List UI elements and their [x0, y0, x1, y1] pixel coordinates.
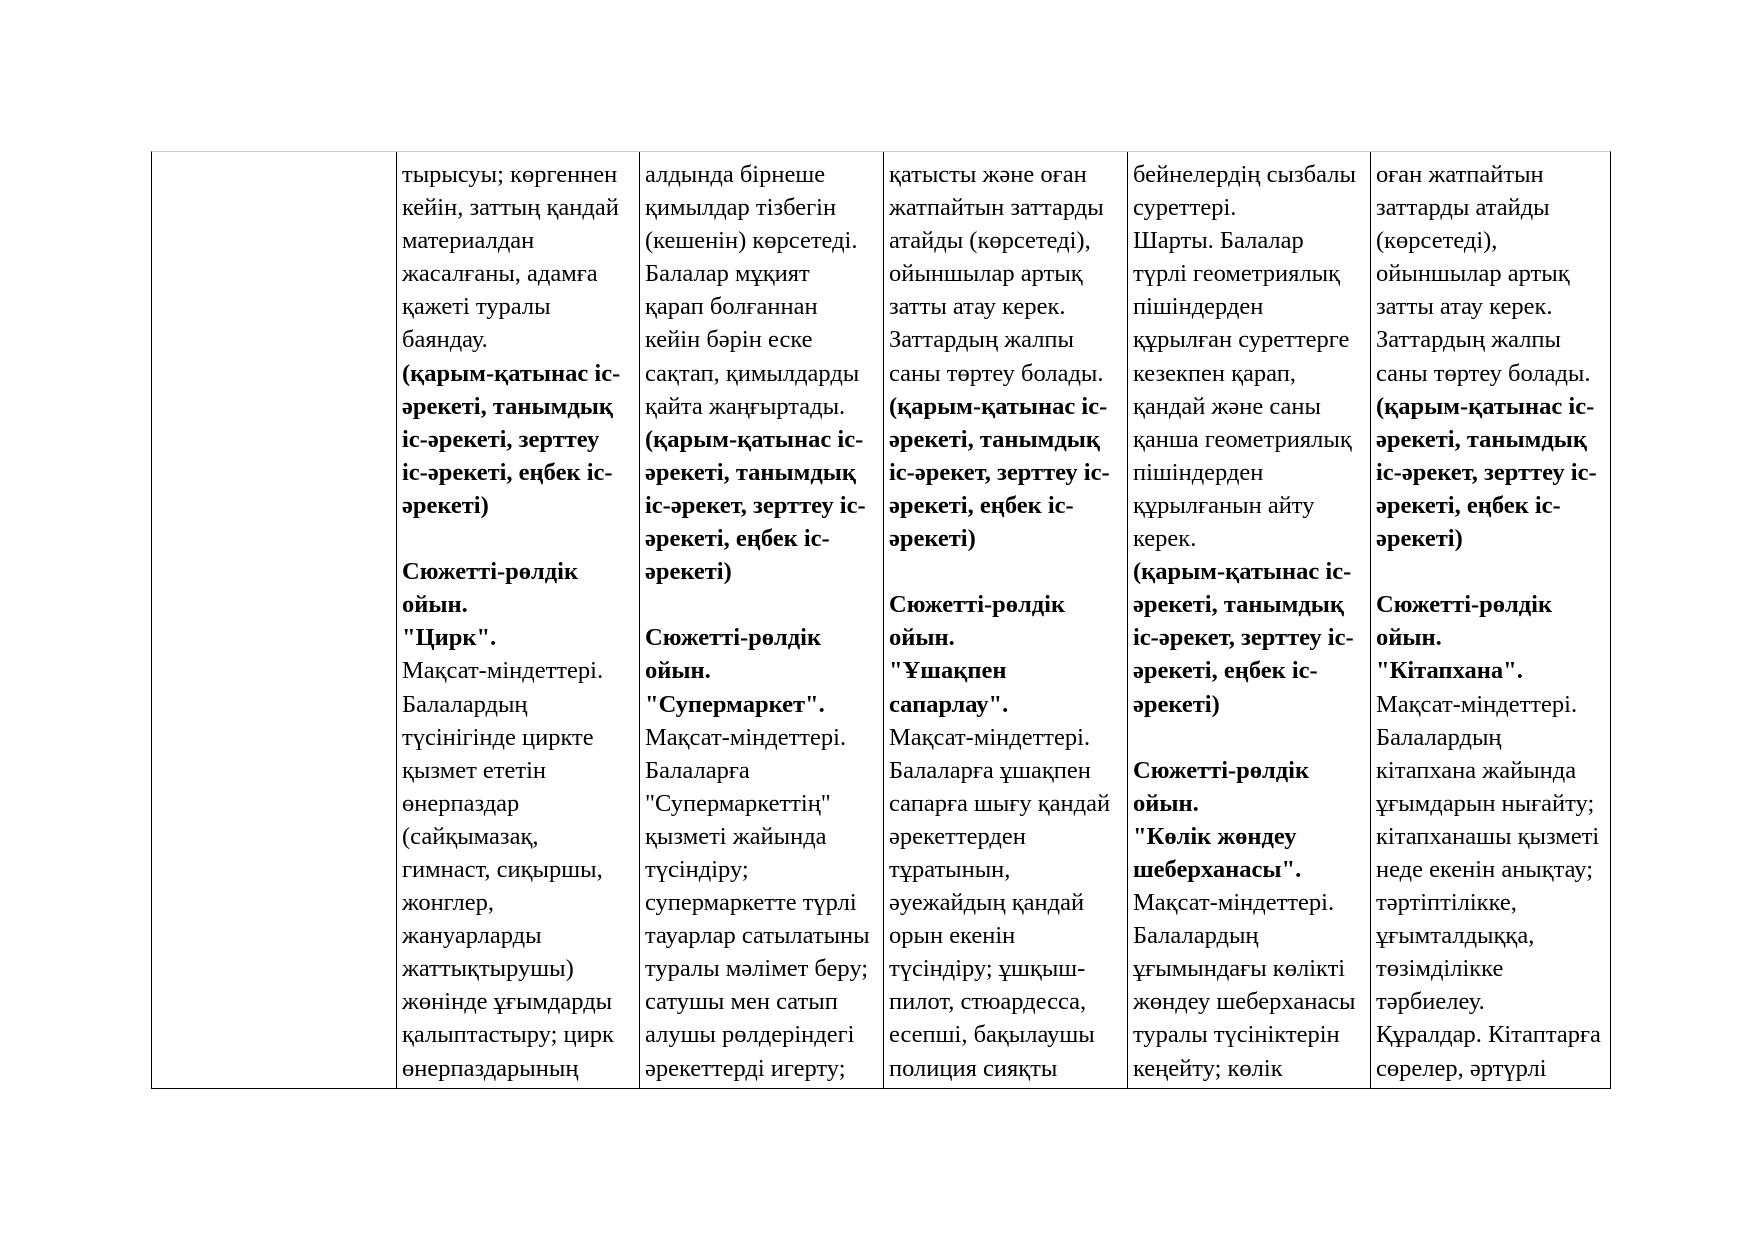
cell-line: қатысты және оған: [889, 161, 1087, 188]
cell-line-bold: әрекеті): [402, 491, 489, 519]
cell-line: полиция сияқты: [889, 1054, 1058, 1082]
cell-line-bold: әрекеті, танымдық: [402, 392, 614, 420]
cell-line: туралы мәлімет беру;: [645, 955, 869, 983]
schedule-table: [151, 151, 1611, 1089]
cell-line: [1376, 555, 1610, 588]
cell-line: баяндау.: [402, 326, 488, 354]
cell-line: сапарға шығу қандай: [889, 789, 1111, 817]
table-cell-col-1: [396, 152, 639, 1088]
cell-line: жөндеу шеберханасы: [1133, 988, 1356, 1016]
cell-line: сақтап, қимылдарды: [645, 359, 860, 387]
cell-line: алдында бірнеше: [645, 161, 826, 188]
cell-line: жонглер,: [402, 889, 494, 917]
cell-line: атайды (көрсетеді),: [889, 227, 1091, 255]
cell-line: Балалардың: [402, 690, 528, 718]
cell-line: ойыншылар артық: [889, 260, 1083, 288]
cell-line: супермаркетте түрлі: [645, 889, 857, 917]
cell-line: Мақсат-міндеттері.: [645, 723, 847, 751]
cell-line-bold: "Кітапхана".: [1376, 657, 1523, 685]
cell-line: суреттері.: [1133, 194, 1237, 222]
cell-line-bold: шеберханасы".: [1133, 855, 1302, 883]
cell-line-bold: ойын.: [889, 624, 955, 652]
cell-line: кеңейту; көлік: [1133, 1054, 1283, 1082]
cell-line-bold: (қарым-қатынас іс-: [889, 392, 1108, 420]
cell-line: саны төртеу болады.: [1376, 359, 1591, 387]
cell-line: жөнінде ұғымдарды: [402, 988, 613, 1016]
cell-line: кітапханашы қызметі: [1376, 822, 1600, 850]
cell-line-bold: "Ұшақпен: [889, 657, 1007, 685]
cell-line: пішіндерден: [1133, 293, 1264, 321]
cell-line-bold: Сюжетті-рөлдік: [645, 624, 822, 652]
cell-line: кейін, заттың қандай: [402, 194, 619, 222]
cell-line: Балалардың: [1133, 922, 1259, 950]
cell-line-bold: Сюжетті-рөлдік: [1376, 591, 1553, 619]
cell-line: алушы рөлдеріндегі: [645, 1021, 855, 1049]
cell-line: жасалғаны, адамға: [402, 260, 598, 288]
cell-line: әрекеттерден: [889, 822, 1026, 850]
cell-line-bold: (қарым-қатынас іс-: [1133, 558, 1352, 586]
cell-line-bold: "Цирк".: [402, 624, 497, 652]
cell-line: [645, 588, 883, 621]
cell-line: Шарты. Балалар: [1133, 227, 1304, 255]
cell-line-bold: Сюжетті-рөлдік: [889, 591, 1066, 619]
cell-line: қандай және саны: [1133, 392, 1321, 420]
cell-line: Мақсат-міндеттері.: [1376, 690, 1578, 718]
cell-line: тұратынын,: [889, 855, 1011, 883]
table-cell-col-4: [1127, 152, 1370, 1088]
cell-line-bold: (қарым-қатынас іс-: [1376, 392, 1595, 420]
cell-line: жатпайтын заттарды: [889, 194, 1104, 222]
cell-line: пішіндерден: [1133, 458, 1264, 486]
cell-line: қимылдар тізбегін: [645, 194, 837, 222]
cell-line: (көрсетеді),: [1376, 227, 1498, 255]
cell-line: қызметі жайында: [645, 822, 827, 850]
cell-line: төзімділікке: [1376, 955, 1504, 983]
cell-line: қалыптастыру; цирк: [402, 1021, 614, 1049]
cell-line-bold: (қарым-қатынас іс-: [645, 425, 864, 453]
cell-line: ойыншылар артық: [1376, 260, 1570, 288]
cell-line: Мақсат-міндеттері.: [889, 723, 1091, 751]
cell-line: түсіндіру; ұшқыш-: [889, 955, 1086, 983]
cell-line: есепші, бақылаушы: [889, 1021, 1095, 1049]
cell-line: ұғымындағы көлікті: [1133, 955, 1346, 983]
cell-line: қарап болғаннан: [645, 293, 818, 321]
cell-line-bold: сапарлау".: [889, 690, 1009, 718]
cell-line: саны төртеу болады.: [889, 359, 1104, 387]
cell-line-bold: әрекеті, еңбек іс-: [889, 491, 1074, 519]
cell-line: кезекпен қарап,: [1133, 359, 1296, 387]
cell-line: ұғымдарын нығайту;: [1376, 789, 1595, 817]
cell-line-bold: ойын.: [1133, 789, 1199, 817]
cell-line-bold: әрекеті, танымдық: [1376, 425, 1588, 453]
cell-line: кітапхана жайында: [1376, 756, 1577, 784]
cell-line: қанша геометриялық: [1133, 425, 1352, 453]
table-cell-col-3: [883, 152, 1127, 1088]
cell-line-bold: ойын.: [1376, 624, 1442, 652]
cell-line: материалдан: [402, 227, 535, 255]
cell-line-bold: әрекеті, танымдық: [645, 458, 857, 486]
cell-line: сатушы мен сатып: [645, 988, 838, 1016]
cell-line: Заттардың жалпы: [1376, 326, 1562, 354]
cell-line: керек.: [1133, 525, 1197, 553]
cell-line: тауарлар сатылатыны: [645, 922, 870, 950]
cell-line: өнерпаздар: [402, 789, 520, 817]
table-cell-col-0: [152, 152, 396, 1088]
cell-line-bold: Сюжетті-рөлдік: [402, 558, 579, 586]
cell-line: Балаларға: [645, 756, 750, 784]
cell-line: затты атау керек.: [1376, 293, 1553, 321]
cell-line-bold: "Көлік жөндеу: [1133, 822, 1297, 850]
cell-line: туралы түсініктерін: [1133, 1021, 1340, 1049]
cell-line: [889, 555, 1127, 588]
cell-line: жаттықтырушы): [402, 955, 574, 983]
cell-line: құрылғанын айту: [1133, 491, 1315, 519]
cell-line: сөрелер, әртүрлі: [1376, 1054, 1547, 1082]
cell-line: [402, 522, 639, 555]
cell-line-bold: іс-әрекеті, еңбек іс-: [402, 458, 613, 486]
cell-line: тәртіптілікке,: [1376, 889, 1517, 917]
cell-line-bold: ойын.: [645, 657, 711, 685]
cell-line-bold: іс-әрекет, зерттеу іс-: [889, 458, 1110, 486]
cell-line: затты атау керек.: [889, 293, 1066, 321]
cell-line-bold: ойын.: [402, 591, 468, 619]
cell-line-bold: Сюжетті-рөлдік: [1133, 756, 1310, 784]
cell-line: бейнелердің сызбалы: [1133, 161, 1356, 188]
cell-line: құрылған суреттерге: [1133, 326, 1350, 354]
cell-line: Балалар мұқият: [645, 260, 810, 288]
cell-line: әрекеттерді игерту;: [645, 1054, 846, 1082]
cell-line: қызмет ететін: [402, 756, 546, 784]
cell-line: қажеті туралы: [402, 293, 551, 321]
cell-line-bold: әрекеті, еңбек іс-: [645, 525, 830, 553]
cell-line-bold: іс-әрекет, зерттеу іс-: [1133, 624, 1354, 652]
cell-line-bold: әрекеті, танымдық: [889, 425, 1101, 453]
cell-line: Құралдар. Кітаптарға: [1376, 1021, 1601, 1049]
cell-line: өнерпаздарының: [402, 1054, 579, 1082]
cell-line: неде екенін анықтау;: [1376, 855, 1594, 883]
cell-line: түсінігінде циркте: [402, 723, 594, 751]
cell-line-bold: әрекеті): [889, 525, 976, 553]
cell-line: әуежайдың қандай: [889, 889, 1085, 917]
cell-line: тырысуы; көргеннен: [402, 161, 618, 188]
cell-line: оған жатпайтын: [1376, 161, 1544, 188]
cell-line: жануарларды: [402, 922, 542, 950]
cell-line: "Супермаркеттің": [645, 789, 831, 817]
cell-line: қайта жаңғыртады.: [645, 392, 846, 420]
cell-line-bold: іс-әрекет, зерттеу іс-: [645, 491, 866, 519]
cell-line: пилот, стюардесса,: [889, 988, 1087, 1016]
cell-line: [1133, 721, 1370, 754]
cell-line: (кешенін) көрсетеді.: [645, 227, 858, 255]
cell-line: кейін бәрін еске: [645, 326, 813, 354]
cell-line-bold: әрекеті): [645, 558, 732, 586]
table-cell-col-2: [639, 152, 883, 1088]
cell-line: түрлі геометриялық: [1133, 260, 1341, 288]
cell-line-bold: әрекеті, еңбек іс-: [1376, 491, 1561, 519]
cell-line: орын екенін: [889, 922, 1016, 950]
table-cell-col-5: [1370, 152, 1610, 1088]
cell-line-bold: әрекеті): [1376, 525, 1463, 553]
cell-line-bold: "Супермаркет".: [645, 690, 825, 718]
cell-line: Балалардың: [1376, 723, 1502, 751]
cell-line-bold: әрекеті): [1133, 690, 1220, 718]
cell-line: (сайқымазақ,: [402, 822, 539, 850]
cell-line-bold: әрекеті, еңбек іс-: [1133, 657, 1318, 685]
cell-line: гимнаст, сиқыршы,: [402, 855, 603, 883]
cell-line: ұғымталдыққа,: [1376, 922, 1535, 950]
cell-line-bold: іс-әрекет, зерттеу іс-: [1376, 458, 1597, 486]
cell-line: тәрбиелеу.: [1376, 988, 1485, 1016]
cell-line: Заттардың жалпы: [889, 326, 1075, 354]
cell-line: заттарды атайды: [1376, 194, 1550, 222]
cell-line-bold: (қарым-қатынас іс-: [402, 359, 621, 387]
cell-line: Мақсат-міндеттері.: [402, 657, 604, 685]
cell-line-bold: іс-әрекеті, зерттеу: [402, 425, 600, 453]
cell-line-bold: әрекеті, танымдық: [1133, 591, 1345, 619]
cell-line: Балаларға ұшақпен: [889, 756, 1091, 784]
cell-line: Мақсат-міндеттері.: [1133, 889, 1335, 917]
cell-line: түсіндіру;: [645, 855, 749, 883]
